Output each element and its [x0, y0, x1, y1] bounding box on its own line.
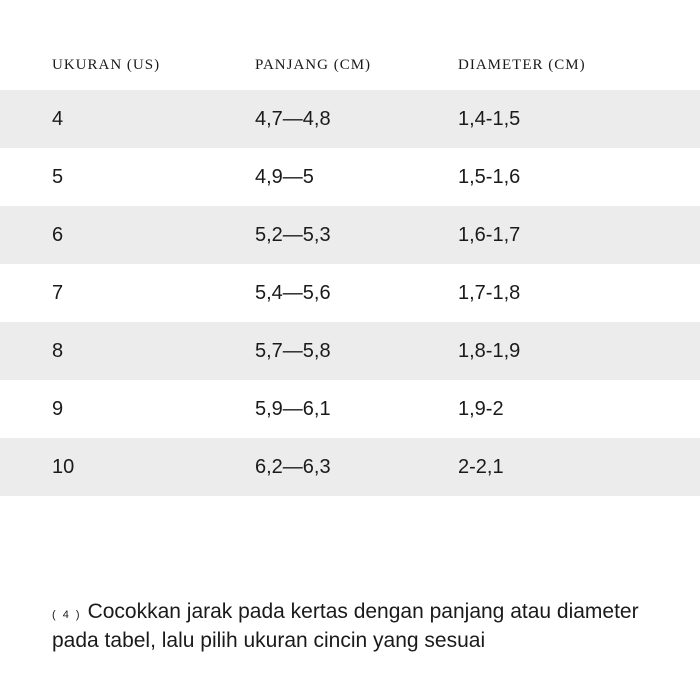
table-row — [0, 438, 700, 496]
cell-size: 4 — [52, 107, 64, 130]
cell-diameter: 1,5-1,6 — [458, 165, 521, 188]
cell-length: 4,7—4,8 — [255, 107, 331, 130]
header-diameter-cm: DIAMETER (CM) — [458, 56, 586, 73]
table-row — [0, 148, 700, 206]
table-header-row — [0, 40, 700, 90]
table-row — [0, 322, 700, 380]
cell-size: 9 — [52, 397, 64, 420]
cell-length: 5,2—5,3 — [255, 223, 331, 246]
table-row — [0, 206, 700, 264]
cell-length: 5,7—5,8 — [255, 339, 331, 362]
cell-length: 4,9—5 — [255, 165, 314, 188]
table-row — [0, 380, 700, 438]
footnote-text: Cocokkan jarak pada kertas dengan panjang atau diameter pada tabel, lalu pilih ukuran cincin yang sesuai — [52, 600, 639, 652]
cell-length: 5,4—5,6 — [255, 281, 331, 304]
cell-diameter: 2-2,1 — [458, 455, 504, 478]
cell-diameter: 1,9-2 — [458, 397, 504, 420]
cell-size: 10 — [52, 455, 75, 478]
cell-length: 5,9—6,1 — [255, 397, 331, 420]
cell-diameter: 1,7-1,8 — [458, 281, 521, 304]
cell-size: 6 — [52, 223, 64, 246]
header-size-us: UKURAN (US) — [52, 56, 161, 73]
table-row — [0, 264, 700, 322]
cell-length: 6,2—6,3 — [255, 455, 331, 478]
cell-diameter: 1,6-1,7 — [458, 223, 521, 246]
cell-size: 8 — [52, 339, 64, 362]
ring-size-table — [0, 40, 700, 496]
header-length-cm: PANJANG (CM) — [255, 56, 372, 73]
cell-size: 5 — [52, 165, 64, 188]
cell-diameter: 1,4-1,5 — [458, 107, 521, 130]
footnote-marker: ( 4 ) — [52, 609, 82, 621]
cell-size: 7 — [52, 281, 64, 304]
table-row — [0, 90, 700, 148]
cell-diameter: 1,8-1,9 — [458, 339, 521, 362]
footnote — [52, 597, 672, 655]
